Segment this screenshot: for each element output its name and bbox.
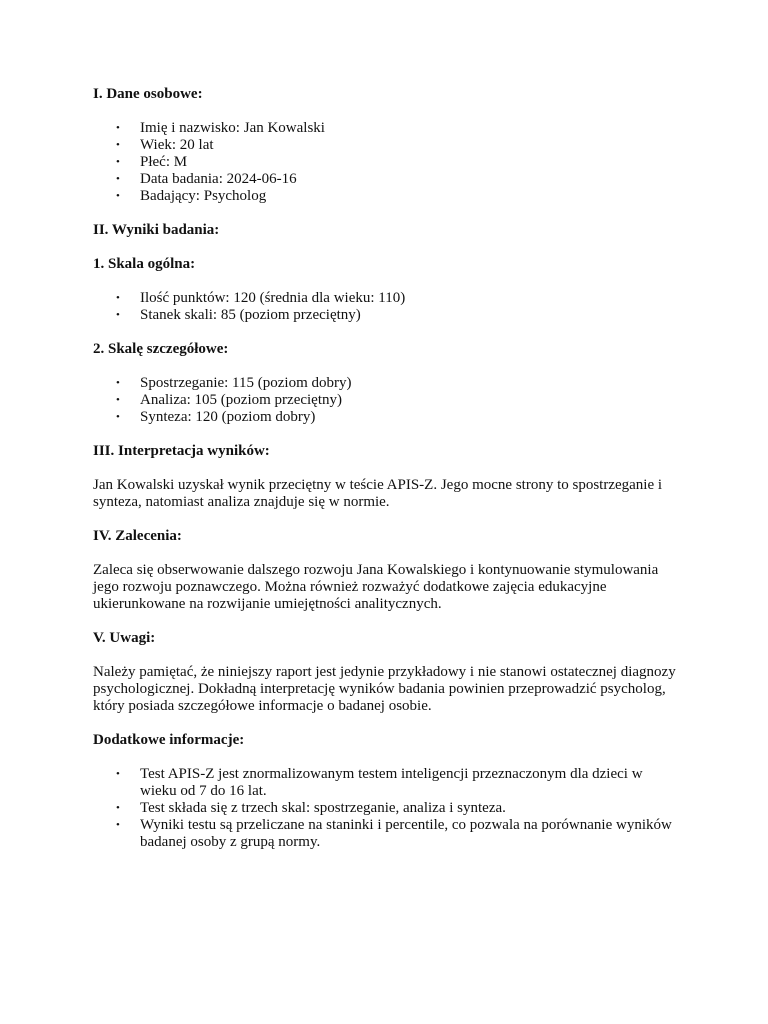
- bullet-icon: •: [116, 190, 120, 202]
- list-item: [116, 137, 678, 154]
- bullet-icon: •: [116, 292, 120, 304]
- list-item: [116, 409, 678, 426]
- subheading-detailed-scales: 2. Skalę szczegółowe:: [93, 341, 229, 357]
- list-item: [116, 154, 678, 171]
- bullet-icon: •: [116, 411, 120, 423]
- section-heading-notes: V. Uwagi:: [93, 630, 156, 646]
- list-item-text: Imię i nazwisko: Jan Kowalski: [140, 120, 325, 136]
- list-item-text: Wyniki testu są przeliczane na staninki i percentile, co pozwala na porównanie wyników badanej osoby z grupą normy.: [140, 817, 672, 850]
- list-item-text: Ilość punktów: 120 (średnia dla wieku: 110): [140, 290, 406, 306]
- list-item-text: Badający: Psycholog: [140, 188, 267, 204]
- bullet-icon: •: [116, 309, 120, 321]
- bullet-icon: •: [116, 173, 120, 185]
- personal-data-list: [93, 120, 678, 205]
- list-item-text: Test APIS-Z jest znormalizowanym testem inteligencji przeznaczonym dla dzieci w wieku od 7 do 16 lat.: [140, 766, 643, 799]
- notes-paragraph: Należy pamiętać, że niniejszy raport jest jedynie przykładowy i nie stanowi ostatecznej diagnozy psychologicznej. Dokładną interpretację wyników badania powinien przeprowadzić psycholog, który posiada szczegółowe informacje o badanej osobie.: [93, 664, 676, 714]
- list-item-text: Analiza: 105 (poziom przeciętny): [140, 392, 343, 408]
- bullet-icon: •: [116, 122, 120, 134]
- list-item: [116, 375, 678, 392]
- list-item-text: Stanek skali: 85 (poziom przeciętny): [140, 307, 361, 323]
- list-item: [116, 290, 678, 307]
- recommendations-paragraph: Zaleca się obserwowanie dalszego rozwoju Jana Kowalskiego i kontynuowanie stymulowania jego rozwoju poznawczego. Można również rozważyć dodatkowe zajęcia edukacyjne ukierunkowane na rozwijanie umiejętności analitycznych.: [93, 562, 659, 612]
- list-item: [116, 307, 678, 324]
- section-heading-interpretation: III. Interpretacja wyników:: [93, 443, 270, 459]
- additional-info-list: [93, 766, 678, 851]
- list-item-text: Spostrzeganie: 115 (poziom dobry): [140, 375, 352, 391]
- bullet-icon: •: [116, 768, 120, 780]
- list-item-text: Synteza: 120 (poziom dobry): [140, 409, 316, 425]
- general-scale-list: [93, 290, 678, 324]
- section-heading-recommendations: IV. Zalecenia:: [93, 528, 182, 544]
- bullet-icon: •: [116, 819, 120, 831]
- bullet-icon: •: [116, 394, 120, 406]
- list-item-text: Wiek: 20 lat: [140, 137, 214, 153]
- section-heading-results: II. Wyniki badania:: [93, 222, 220, 238]
- list-item: [116, 120, 678, 137]
- bullet-icon: •: [116, 377, 120, 389]
- list-item-text: Data badania: 2024-06-16: [140, 171, 297, 187]
- list-item: [116, 392, 678, 409]
- detailed-scales-list: [93, 375, 678, 426]
- list-item-text: Płeć: M: [140, 154, 188, 170]
- list-item-text: Test składa się z trzech skal: spostrzeganie, analiza i synteza.: [140, 800, 506, 816]
- section-heading-personal-data: I. Dane osobowe:: [93, 86, 203, 102]
- list-item: [116, 188, 678, 205]
- list-item: [116, 171, 678, 188]
- list-item: [116, 766, 678, 800]
- bullet-icon: •: [116, 802, 120, 814]
- bullet-icon: •: [116, 139, 120, 151]
- interpretation-paragraph: Jan Kowalski uzyskał wynik przeciętny w teście APIS-Z. Jego mocne strony to spostrzeganie i synteza, natomiast analiza znajduje się w normie.: [93, 477, 663, 510]
- subheading-general-scale: 1. Skala ogólna:: [93, 256, 196, 272]
- list-item: [116, 817, 678, 851]
- section-heading-additional-info: Dodatkowe informacje:: [93, 732, 245, 748]
- bullet-icon: •: [116, 156, 120, 168]
- list-item: [116, 800, 678, 817]
